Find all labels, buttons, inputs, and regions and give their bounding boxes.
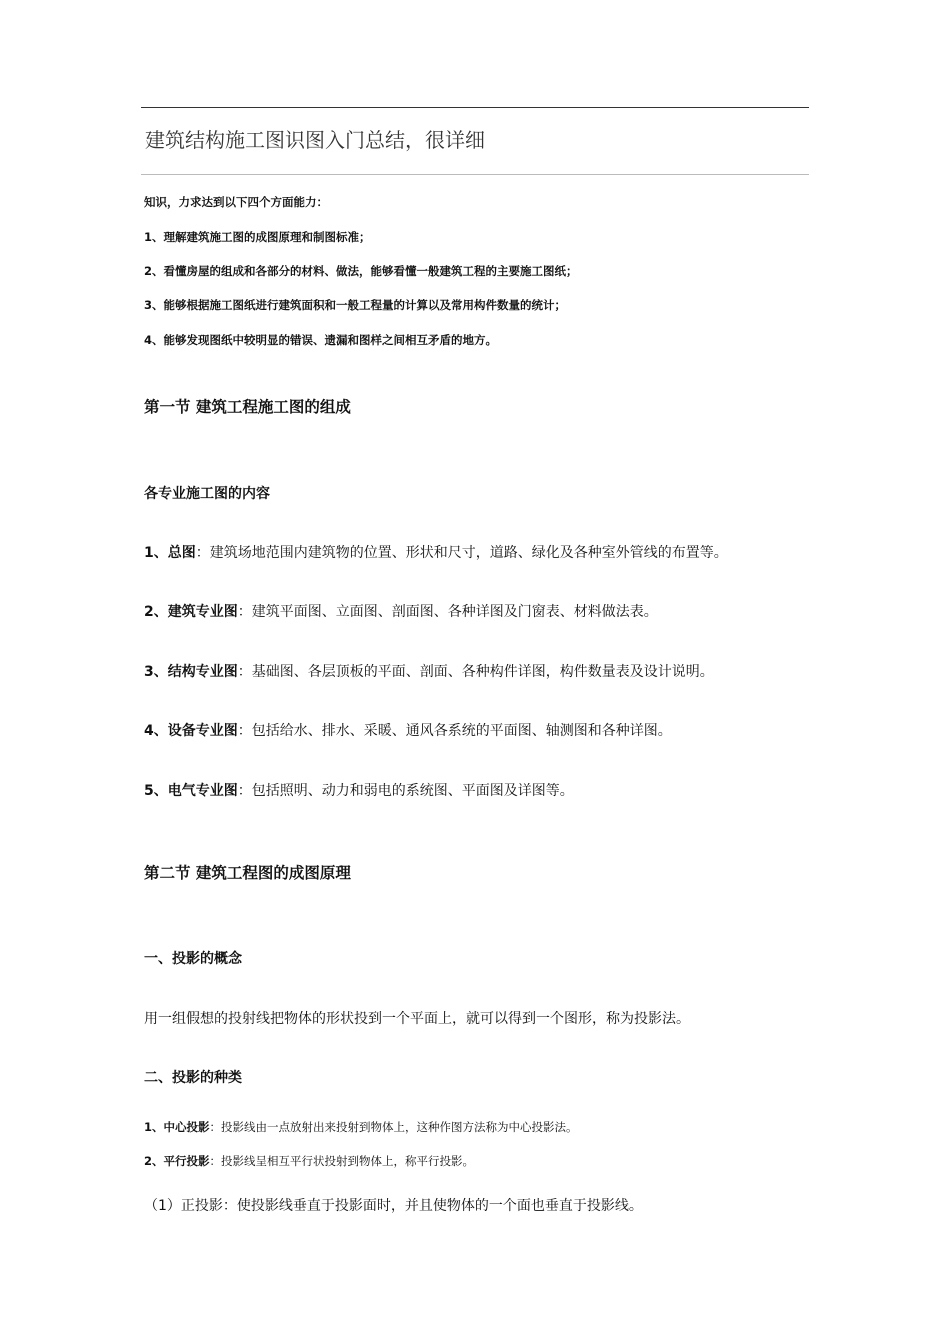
section1-subheading: 各专业施工图的内容 bbox=[144, 486, 270, 502]
intro-point-4: 4、能够发现图纸中较明显的错误、遗漏和图样之间相互矛盾的地方。 bbox=[144, 333, 497, 347]
projection-type-1 bbox=[144, 1121, 578, 1135]
item-label: 2、平行投影 bbox=[144, 1154, 210, 1168]
item-text: ：投影线呈相互平行状投射到物体上，称平行投影。 bbox=[209, 1154, 475, 1168]
title-divider bbox=[141, 174, 809, 175]
document-title: 建筑结构施工图识图入门总结，很详细 bbox=[145, 128, 485, 152]
types-heading: 二、投影的种类 bbox=[144, 1070, 242, 1086]
item-label: 4、设备专业图 bbox=[144, 723, 238, 739]
item-text: ：包括照明、动力和弱电的系统图、平面图及详图等。 bbox=[237, 783, 574, 799]
concept-heading: 一、投影的概念 bbox=[144, 951, 242, 967]
section1-item-5 bbox=[144, 783, 574, 800]
item-text: ：建筑平面图、立面图、剖面图、各种详图及门窗表、材料做法表。 bbox=[237, 604, 658, 620]
section1-item-1 bbox=[144, 545, 728, 562]
item-label: 3、结构专业图 bbox=[144, 664, 238, 680]
section1-item-2 bbox=[144, 604, 658, 621]
projection-type-2 bbox=[144, 1155, 474, 1169]
section1-item-3 bbox=[144, 664, 714, 681]
item-text: ：基础图、各层顶板的平面、剖面、各种构件详图，构件数量表及设计说明。 bbox=[237, 664, 714, 680]
section1-item-4 bbox=[144, 723, 672, 740]
top-rule bbox=[141, 107, 809, 108]
item-label: 1、中心投影 bbox=[144, 1120, 210, 1134]
item-label: 5、电气专业图 bbox=[144, 783, 238, 799]
section1-heading: 第一节 建筑工程施工图的组成 bbox=[144, 398, 351, 416]
item-label: 1、总图 bbox=[144, 545, 196, 561]
concept-text: 用一组假想的投射线把物体的形状投到一个平面上，就可以得到一个图形，称为投影法。 bbox=[144, 1011, 690, 1027]
intro-point-1: 1、理解建筑施工图的成图原理和制图标准； bbox=[144, 230, 371, 244]
intro-point-3: 3、能够根据施工图纸进行建筑面积和一般工程量的计算以及常用构件数量的统计； bbox=[144, 298, 566, 312]
intro-point-2: 2、看懂房屋的组成和各部分的材料、做法，能够看懂一般建筑工程的主要施工图纸； bbox=[144, 264, 578, 278]
section2-heading: 第二节 建筑工程图的成图原理 bbox=[144, 864, 351, 882]
item-label: 2、建筑专业图 bbox=[144, 604, 238, 620]
orthographic-projection-text: （1）正投影：使投影线垂直于投影面时，并且使物体的一个面也垂直于投影线。 bbox=[144, 1198, 643, 1214]
item-text: ：投影线由一点放射出来投射到物体上，这种作图方法称为中心投影法。 bbox=[209, 1120, 578, 1134]
item-text: ：包括给水、排水、采暖、通风各系统的平面图、轴测图和各种详图。 bbox=[237, 723, 672, 739]
intro-lead: 知识，力求达到以下四个方面能力： bbox=[144, 195, 328, 209]
item-text: ：建筑场地范围内建筑物的位置、形状和尺寸，道路、绿化及各种室外管线的布置等。 bbox=[195, 545, 728, 561]
